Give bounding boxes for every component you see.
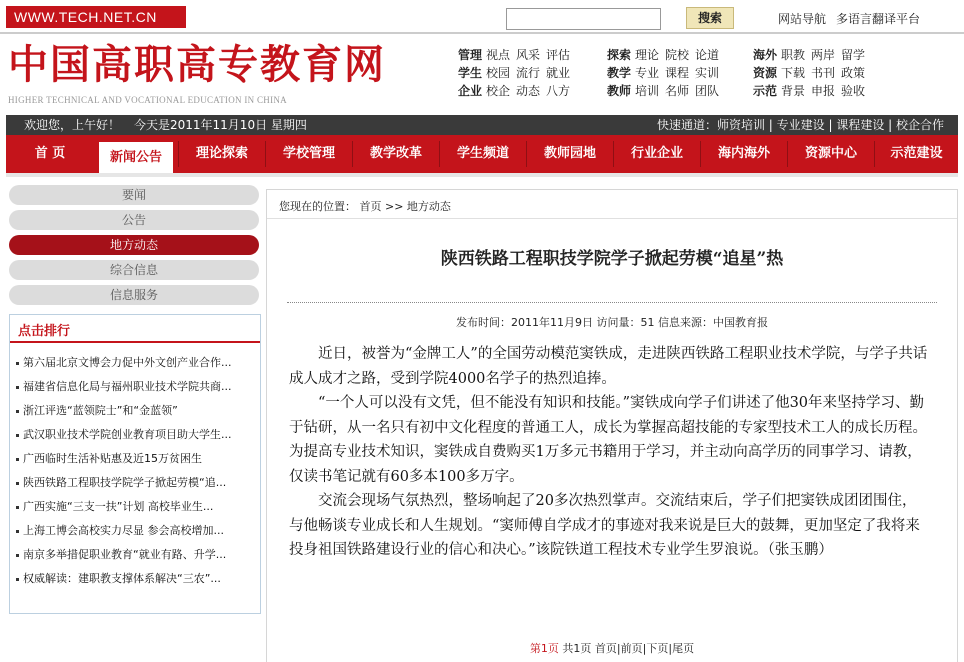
category-link[interactable]: 八方 xyxy=(546,84,571,98)
bullet-icon xyxy=(16,506,19,509)
sidebar-item-news[interactable]: 要闻 xyxy=(9,185,259,205)
list-item[interactable] xyxy=(16,543,256,567)
pagination: 第1页 共1页 首页|前页|下页|尾页 xyxy=(529,642,695,655)
category-link[interactable]: 就业 xyxy=(546,66,571,80)
category-link[interactable]: 理论 xyxy=(635,48,660,62)
category-link[interactable]: 评估 xyxy=(546,48,571,62)
status-bar xyxy=(6,115,958,135)
category-head[interactable]: 企业 xyxy=(458,84,483,98)
category-head[interactable]: 管理 xyxy=(458,48,483,62)
category-link[interactable]: 验收 xyxy=(841,84,866,98)
category-link[interactable]: 课程 xyxy=(665,66,690,80)
bullet-icon xyxy=(16,554,19,557)
site-map-link[interactable]: 网站导航 xyxy=(778,12,827,26)
ranking-link[interactable]: 第六届北京文博会力促中外文创产业合作... xyxy=(23,356,232,369)
pager-last[interactable]: 尾页 xyxy=(672,642,695,655)
category-group-2 xyxy=(607,46,725,100)
bullet-icon xyxy=(16,434,19,437)
ranking-link[interactable]: 广西临时生活补贴惠及近15万贫困生 xyxy=(23,452,202,465)
ranking-link[interactable]: 广西实施“三支一扶”计划 高校毕业生... xyxy=(23,500,214,513)
nav-industry[interactable]: 行业企业 xyxy=(630,146,683,161)
category-head[interactable]: 学生 xyxy=(458,66,483,80)
article-body xyxy=(289,342,929,563)
bullet-icon xyxy=(16,530,19,533)
category-link[interactable]: 动态 xyxy=(516,84,541,98)
category-link[interactable]: 院校 xyxy=(665,48,690,62)
bullet-icon xyxy=(16,482,19,485)
ranking-title: 点击排行 xyxy=(18,324,71,339)
nav-teaching-reform[interactable]: 教学改革 xyxy=(369,146,422,161)
category-head[interactable]: 教学 xyxy=(607,66,632,80)
article-title: 陕西铁路工程职技学院学子掀起劳模“追星”热 xyxy=(440,249,784,269)
category-link[interactable]: 下载 xyxy=(781,66,806,80)
search-button[interactable]: 搜索 xyxy=(686,7,734,29)
dotted-divider xyxy=(287,302,937,303)
bullet-icon xyxy=(16,458,19,461)
greeting-text: 欢迎您，上午好！ xyxy=(24,118,121,132)
category-link[interactable]: 视点 xyxy=(486,48,511,62)
pager-total: 共1页 xyxy=(562,642,592,655)
nav-home[interactable]: 首 页 xyxy=(34,146,66,161)
category-link[interactable]: 两岸 xyxy=(811,48,836,62)
divider xyxy=(10,341,260,343)
list-item[interactable] xyxy=(16,399,256,423)
nav-demo[interactable]: 示范建设 xyxy=(890,146,943,161)
category-group-1 xyxy=(458,46,576,100)
ranking-link[interactable]: 福建省信息化局与福州职业技术学院共商... xyxy=(23,380,232,393)
ranking-box xyxy=(9,314,261,614)
ranking-link[interactable]: 权威解读：建职教支撑体系解决“三农”... xyxy=(23,572,221,585)
nav-school-mgmt[interactable]: 学校管理 xyxy=(282,146,335,161)
ranking-link[interactable]: 上海工博会高校实力尽显 参会高校增加... xyxy=(23,524,224,537)
bullet-icon xyxy=(16,578,19,581)
ranking-list xyxy=(16,351,256,591)
pager-next[interactable]: 下页 xyxy=(646,642,669,655)
category-link[interactable]: 流行 xyxy=(516,66,541,80)
category-link[interactable]: 政策 xyxy=(841,66,866,80)
nav-shadow xyxy=(6,173,958,177)
category-link[interactable]: 背景 xyxy=(781,84,806,98)
list-item[interactable] xyxy=(16,567,256,591)
article-paragraph: 近日，被誉为“金牌工人”的全国劳动模范窦铁成，走进陕西铁路工程职业技术学院，与学子共话成人成才之路，受到学院4000名学子的热烈追捧。 xyxy=(289,346,928,387)
category-link[interactable]: 职教 xyxy=(781,48,806,62)
article-paragraph: 交流会现场气氛热烈，整场响起了20多次热烈掌声。交流结束后，学子们把窦铁成团团围住，与他畅谈专业成长和人生规划。“窦师傅自学成才的事迹对我来说是巨大的鼓舞，更加坚定了我将来投身祖国铁路建设行业的信心和决心。”该院铁道工程技术专业学生罗浪说。（张玉鹏） xyxy=(289,493,920,558)
nav-theory[interactable]: 理论探索 xyxy=(195,146,248,161)
quick-links[interactable]: 快速通道：师资培训 | 专业建设 | 课程建设 | 校企合作 xyxy=(656,118,944,132)
category-link[interactable]: 培训 xyxy=(635,84,660,98)
pager-prev[interactable]: 前页 xyxy=(620,642,643,655)
category-head[interactable]: 示范 xyxy=(753,84,778,98)
list-item[interactable] xyxy=(16,495,256,519)
divider xyxy=(0,32,964,34)
site-logo[interactable]: 中国高职高专教育网 xyxy=(8,41,386,88)
ranking-link[interactable]: 武汉职业技术学院创业教育项目助大学生... xyxy=(23,428,232,441)
date-text: 今天是2011年11月10日 星期四 xyxy=(134,118,307,132)
category-group-3 xyxy=(753,46,871,100)
category-link[interactable]: 书刊 xyxy=(811,66,836,80)
list-item[interactable] xyxy=(16,423,256,447)
site-url-badge[interactable]: WWW.TECH.NET.CN xyxy=(6,6,186,28)
main-nav xyxy=(6,135,958,173)
bullet-icon xyxy=(16,410,19,413)
list-item[interactable] xyxy=(16,375,256,399)
category-link[interactable]: 实训 xyxy=(695,66,720,80)
list-item[interactable] xyxy=(16,519,256,543)
category-link[interactable]: 校企 xyxy=(486,84,511,98)
category-link[interactable]: 团队 xyxy=(695,84,720,98)
nav-students[interactable]: 学生频道 xyxy=(456,146,509,161)
site-logo-english: HIGHER TECHNICAL AND VOCATIONAL EDUCATION IN CHINA xyxy=(8,95,287,105)
article-paragraph: “一个人可以没有文凭，但不能没有知识和技能。”窦铁成向学子们讲述了他30年来坚持学习、勤于钻研，从一名只有初中文化程度的普通工人，成长为掌握高超技能的专家型技术工人的成长历程。为提高专业技术知识，窦铁成自费购买1万多元书籍用于学习，并主动向高学历的同事学习、请教，仅读书笔记就有60多本100多万字。 xyxy=(289,395,927,485)
top-bar xyxy=(0,0,964,34)
nav-teachers[interactable]: 教师园地 xyxy=(543,146,596,161)
category-link[interactable]: 申报 xyxy=(811,84,836,98)
category-link[interactable]: 名师 xyxy=(665,84,690,98)
nav-resources[interactable]: 资源中心 xyxy=(804,146,857,161)
ranking-link[interactable]: 南京多举措促职业教育“就业有路、升学... xyxy=(23,548,227,561)
category-head[interactable]: 探索 xyxy=(607,48,632,62)
sidebar-item-general[interactable]: 综合信息 xyxy=(9,260,259,280)
sidebar-item-service[interactable]: 信息服务 xyxy=(9,285,259,305)
category-link[interactable]: 风采 xyxy=(516,48,541,62)
translate-link[interactable]: 多语言翻译平台 xyxy=(836,12,921,26)
list-item[interactable] xyxy=(16,351,256,375)
category-link[interactable]: 校园 xyxy=(486,66,511,80)
divider xyxy=(267,218,957,219)
category-head[interactable]: 资源 xyxy=(753,66,778,80)
list-item[interactable] xyxy=(16,447,256,471)
category-link[interactable]: 专业 xyxy=(635,66,660,80)
category-link[interactable]: 留学 xyxy=(841,48,866,62)
breadcrumb[interactable]: 您现在的位置： 首页 >> 地方动态 xyxy=(279,200,451,213)
article-meta: 发布时间：2011年11月9日 访问量：51 信息来源：中国教育报 xyxy=(456,316,768,329)
category-link[interactable]: 论道 xyxy=(695,48,720,62)
bullet-icon xyxy=(16,362,19,365)
pager-current: 第1页 xyxy=(529,642,559,655)
pager-first[interactable]: 首页 xyxy=(594,642,617,655)
sidebar-item-notice[interactable]: 公告 xyxy=(9,210,259,230)
nav-overseas[interactable]: 海内海外 xyxy=(717,146,770,161)
category-head[interactable]: 海外 xyxy=(753,48,778,62)
category-head[interactable]: 教师 xyxy=(607,84,632,98)
ranking-link[interactable]: 浙江评选“蓝领院士”和“金蓝领” xyxy=(23,404,178,417)
ranking-link[interactable]: 陕西铁路工程职技学院学子掀起劳模“追... xyxy=(23,476,227,489)
sidebar-item-local-active[interactable]: 地方动态 xyxy=(9,235,259,255)
nav-news-active[interactable]: 新闻公告 xyxy=(99,139,173,173)
list-item[interactable] xyxy=(16,471,256,495)
search-input[interactable] xyxy=(506,8,661,30)
article-panel xyxy=(266,189,958,662)
bullet-icon xyxy=(16,386,19,389)
